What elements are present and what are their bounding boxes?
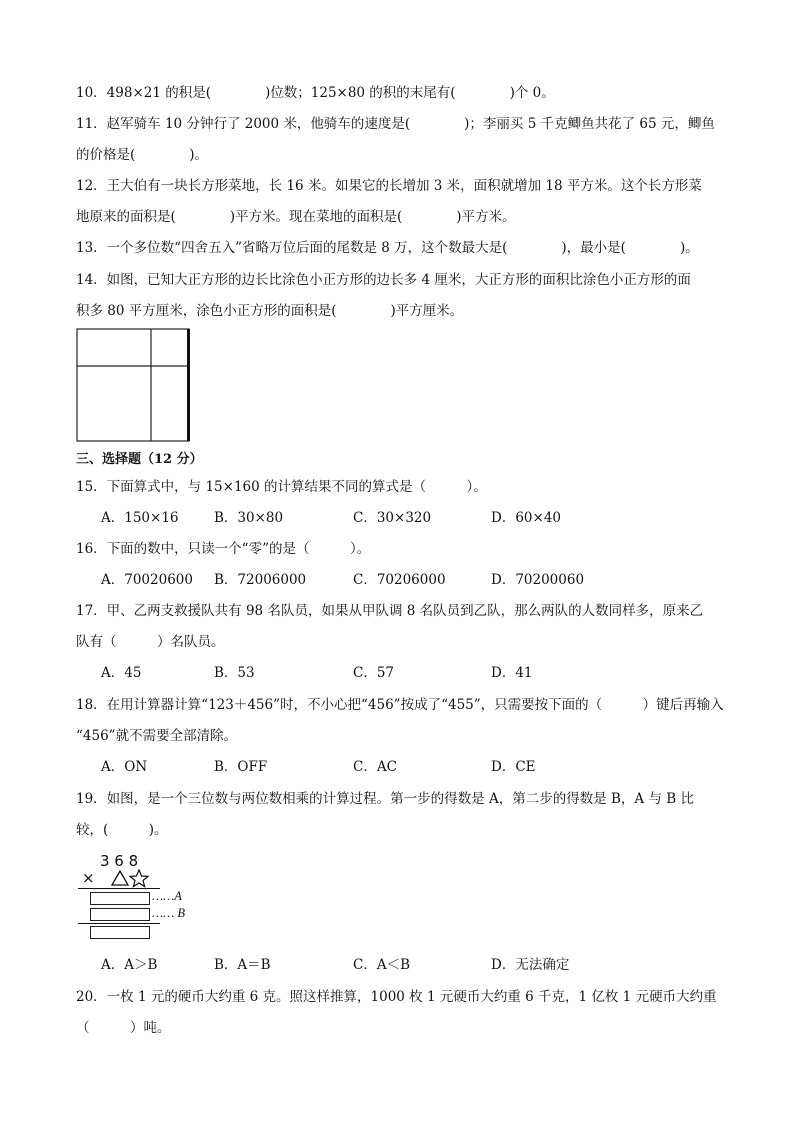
- q19-option-c[interactable]: C．A＜B: [353, 957, 410, 973]
- large-square: [77, 329, 189, 441]
- rule-line-2: [78, 923, 160, 924]
- question-18-line-2: “456”就不需要全部清除。: [76, 728, 238, 744]
- q18-option-a[interactable]: A．ON: [101, 759, 148, 775]
- q17-option-b[interactable]: B．53: [214, 665, 255, 681]
- q18-option-c[interactable]: C．AC: [353, 759, 397, 775]
- question-10-line-1: 10．498×21 的积是( )位数；125×80 的积的末尾有( )个 0。: [76, 85, 555, 101]
- q15-option-b[interactable]: B．30×80: [214, 510, 284, 526]
- q19-option-b[interactable]: B．A＝B: [214, 957, 271, 973]
- q17-option-c[interactable]: C．57: [353, 665, 395, 681]
- q15-option-d[interactable]: D．60×40: [491, 510, 561, 526]
- section-3-heading: 三、选择题（12 分）: [76, 452, 203, 467]
- q19-option-d[interactable]: D．无法确定: [491, 957, 570, 973]
- q17-option-a[interactable]: A．45: [101, 665, 142, 681]
- q15-option-a[interactable]: A．150×16: [101, 510, 179, 526]
- question-19-line-2: 较，( )。: [76, 822, 168, 838]
- triangle-star-icon: [110, 868, 150, 888]
- result-box-b: [90, 908, 150, 921]
- question-11-line-1: 11．赵军骑车 10 分钟行了 2000 米，他骑车的速度是( )；李丽买 5 千克鲫鱼共花了 65 元，鲫鱼: [76, 116, 715, 132]
- question-19-line-1: 19．如图，是一个三位数与两位数相乘的计算过程。第一步的得数是 A，第二步的得数是 B，A 与 B 比: [76, 791, 694, 807]
- result-box-a: [90, 892, 150, 905]
- question-20-line-1: 20．一枚 1 元的硬币大约重 6 克。照这样推算，1000 枚 1 元硬币大约重 6 千克，1 亿枚 1 元硬币大约重: [76, 989, 717, 1005]
- q16-option-b[interactable]: B．72006000: [214, 572, 307, 588]
- star-icon: [130, 870, 148, 887]
- question-16-line-1: 16．下面的数中，只读一个“零”的是（ ）。: [76, 541, 371, 557]
- q16-option-c[interactable]: C．70206000: [353, 572, 446, 588]
- multiplication-figure: [78, 852, 218, 944]
- q18-option-d[interactable]: D．CE: [491, 759, 536, 775]
- q15-option-c[interactable]: C．30×320: [353, 510, 432, 526]
- q17-option-d[interactable]: D．41: [491, 665, 533, 681]
- q16-option-d[interactable]: D．70200060: [491, 572, 585, 588]
- question-14-line-1: 14．如图，已知大正方形的边长比涂色小正方形的边长多 4 厘米，大正方形的面积比涂色小正方形的面: [76, 272, 691, 288]
- result-box-total: [90, 926, 150, 939]
- triangle-icon: [112, 871, 128, 885]
- q19-option-a[interactable]: A．A＞B: [101, 957, 158, 973]
- rule-line-1: [78, 888, 160, 889]
- question-15-line-1: 15．下面算式中，与 15×160 的计算结果不同的算式是（ ）。: [76, 479, 487, 495]
- question-17-line-1: 17．甲、乙两支救援队共有 98 名队员，如果从甲队调 8 名队员到乙队，那么两队的人数同样多，原来乙: [76, 603, 704, 619]
- question-13-line-1: 13．一个多位数“四舍五入”省略万位后面的尾数是 8 万，这个数最大是( )，最小是( )。: [76, 240, 699, 256]
- label-a: ……A: [152, 889, 182, 903]
- question-17-line-2: 队有（ ）名队员。: [76, 634, 225, 650]
- question-11-line-2: 的价格是( )。: [76, 147, 209, 163]
- thick-right-edge: [187, 329, 190, 441]
- question-20-line-2: （ ）吨。: [76, 1020, 171, 1036]
- question-18-line-1: 18．在用计算器计算“123＋456”时，不小心把“456”按成了“455”，只需要按下面的（ ）键后再输入: [76, 697, 724, 713]
- top-digits: 3 6 8: [100, 852, 139, 870]
- q18-option-b[interactable]: B．OFF: [214, 759, 268, 775]
- question-14-line-2: 积多 80 平方厘米，涂色小正方形的面积是( )平方厘米。: [76, 303, 464, 319]
- times-sign: ×: [82, 869, 95, 887]
- question-12-line-1: 12．王大伯有一块长方形菜地，长 16 米。如果它的长增加 3 米，面积就增加 18 平方米。这个长方形菜: [76, 178, 702, 194]
- q16-option-a[interactable]: A．70020600: [101, 572, 193, 588]
- question-12-line-2: 地原来的面积是( )平方米。现在菜地的面积是( )平方米。: [76, 209, 516, 225]
- squares-figure: [76, 327, 194, 445]
- label-b: …… B: [152, 906, 185, 920]
